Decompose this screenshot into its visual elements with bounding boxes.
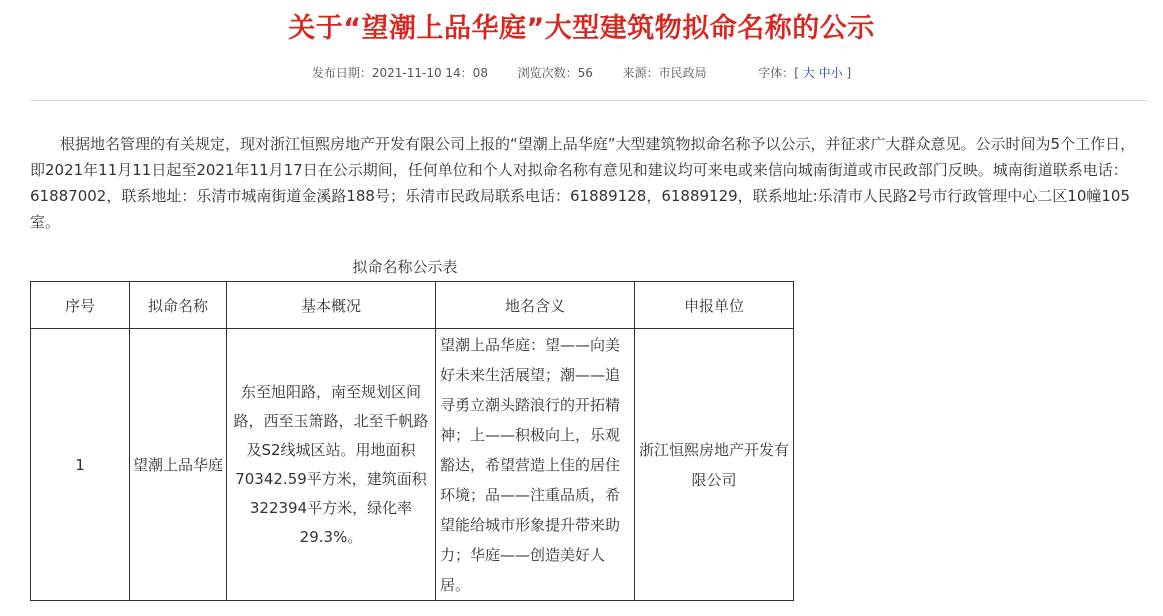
row-unit: 浙江恒熙房地产开发有限公司 — [635, 329, 794, 601]
header-divider — [30, 100, 1148, 101]
table-row — [31, 329, 794, 601]
table-header-row — [31, 282, 794, 329]
row-meaning: 望潮上品华庭：望——向美好未来生活展望；潮——追寻勇立潮头踏浪行的开拓精神；上——积极向上，乐观豁达，希望营造上佳的居住环境；品——注重品质，希望能给城市形象提升带来助力；华庭——创造美好人居。 — [436, 329, 635, 601]
source-value: 市民政局 — [658, 66, 707, 80]
table-caption: 拟命名称公示表 — [352, 258, 458, 276]
page-title: 关于“望潮上品华庭”大型建筑物拟命名称的公示 — [288, 13, 875, 44]
font-small-link[interactable]: 小 — [830, 66, 843, 80]
row-num: 1 — [31, 329, 130, 601]
header-name: 拟命名称 — [130, 282, 227, 329]
font-size-close: ] — [846, 66, 852, 80]
header-basic: 基本概况 — [227, 282, 436, 329]
font-medium-link[interactable]: 中 — [818, 66, 831, 80]
row-name: 望潮上品华庭 — [130, 329, 227, 601]
announcement-paragraph: 根据地名管理的有关规定，现对浙江恒熙房地产开发有限公司上报的“望潮上品华庭”大型建筑物拟命名称予以公示，并征求广大群众意见。公示时间为5个工作日，即2021年11月11日起至2021年11月17日在公示期间，任何单位和个人对拟命名称有意见和建议均可来电或来信向城南街道或市民政部门反映。城南街道联系电话：61887002，联系地址：乐清市城南街道金溪路188号；乐清市民政局联系电话：61889128，61889129，联系地址:乐清市人民路2号市行政管理中心二区10幢105室。 — [30, 135, 1136, 231]
header-unit: 申报单位 — [635, 282, 794, 329]
row-basic: 东至旭阳路，南至规划区间路，西至玉箫路，北至千帆路及S2线城区站。用地面积70342.59平方米，建筑面积322394平方米，绿化率29.3%。 — [227, 329, 436, 601]
article-meta — [0, 64, 1163, 81]
font-large-link[interactable]: 大 — [802, 66, 815, 80]
header-num: 序号 — [31, 282, 130, 329]
publish-date: 2021-11-10 14：08 — [371, 66, 488, 80]
font-size-label: 字体：[ — [758, 66, 799, 80]
views-label: 浏览次数： — [517, 66, 578, 80]
views-count: 56 — [577, 66, 593, 80]
naming-table — [30, 281, 794, 601]
publish-date-label: 发布日期： — [311, 66, 372, 80]
source-label: 来源： — [622, 66, 659, 80]
header-meaning: 地名含义 — [436, 282, 635, 329]
